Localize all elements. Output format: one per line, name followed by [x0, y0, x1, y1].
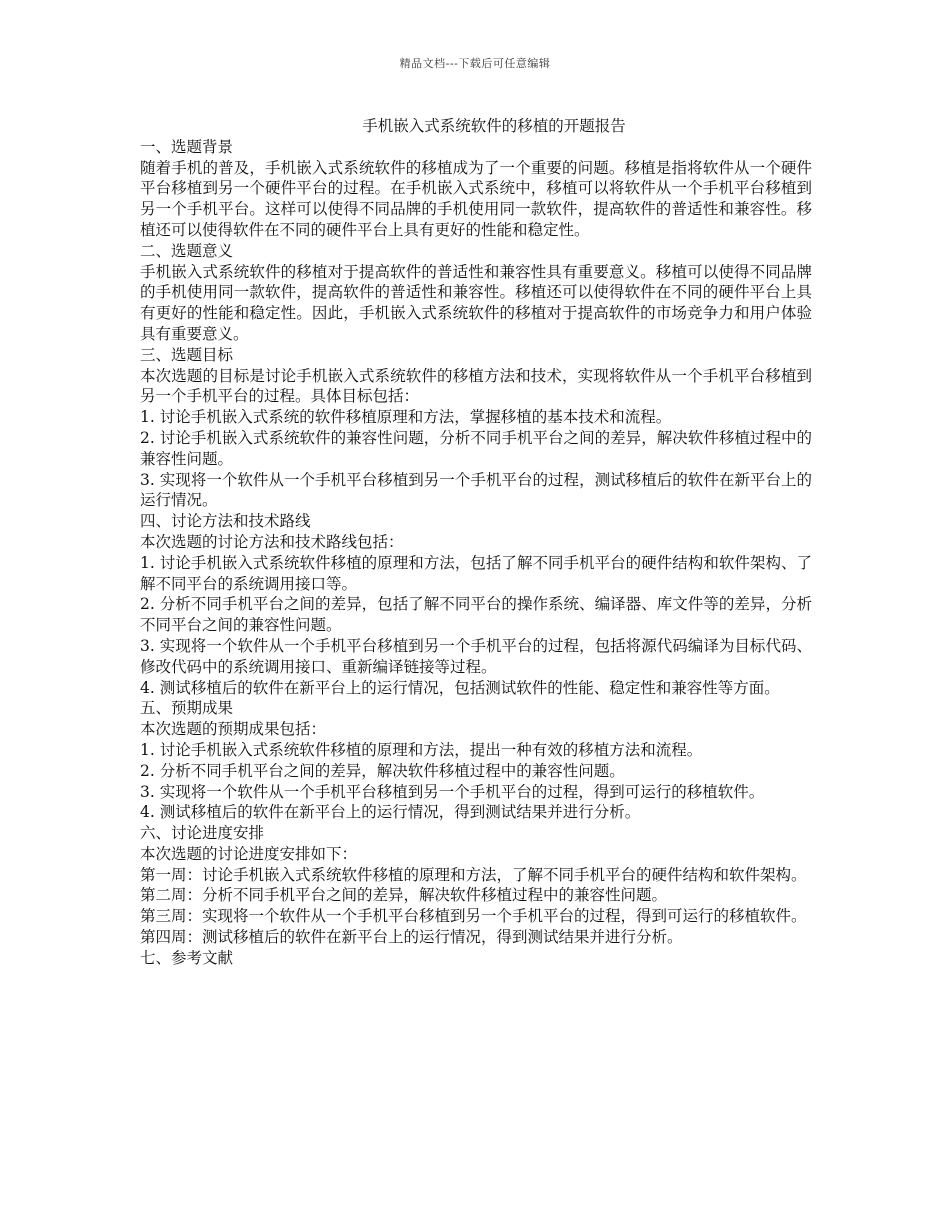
list-item: 1. 讨论手机嵌入式系统的软件移植原理和方法，掌握移植的基本技术和流程。 [140, 408, 672, 427]
list-item: 4. 测试移植后的软件在新平台上的运行情况，包括测试软件的性能、稳定性和兼容性等方面。 [140, 678, 780, 697]
list-item: 2. 讨论手机嵌入式系统软件的兼容性问题，分析不同手机平台之间的差异，解决软件移植过程中的兼容性问题。 [140, 428, 813, 468]
list-item: 3. 实现将一个软件从一个手机平台移植到另一个手机平台的过程，包括将源代码编译为目标代码、修改代码中的系统调用接口、重新编译链接等过程。 [140, 636, 813, 676]
paragraph: 本次选题的预期成果包括： [140, 720, 327, 739]
document-body [140, 116, 812, 969]
paragraph: 本次选题的讨论进度安排如下： [140, 844, 358, 863]
schedule-item: 第二周：分析不同手机平台之间的差异，解决软件移植过程中的兼容性问题。 [140, 886, 668, 905]
paragraph: 随着手机的普及，手机嵌入式系统软件的移植成为了一个重要的问题。移植是指将软件从一个硬件平台移植到另一个硬件平台的过程。在手机嵌入式系统中，移植可以将软件从一个手机平台移植到另一个手机平台。这样可以使得不同品牌的手机使用同一款软件，提高软件的普适性和兼容性。移植还可以使得软件在不同的硬件平台上具有更好的性能和稳定性。 [140, 158, 812, 239]
schedule-item: 第四周：测试移植后的软件在新平台上的运行情况，得到测试结果并进行分析。 [140, 928, 683, 947]
section-heading: 一、选题背景 [140, 137, 234, 156]
list-item: 1. 讨论手机嵌入式系统软件移植的原理和方法，提出一种有效的移植方法和流程。 [140, 740, 703, 759]
section-heading: 四、讨论方法和技术路线 [140, 512, 311, 531]
paragraph: 本次选题的目标是讨论手机嵌入式系统软件的移植方法和技术，实现将软件从一个手机平台移植到另一个手机平台的过程。具体目标包括： [140, 366, 812, 406]
section-heading: 三、选题目标 [140, 345, 234, 364]
header-note: 精品文档---下载后可任意编辑 [399, 57, 551, 70]
section-heading: 六、讨论进度安排 [140, 824, 265, 843]
section-heading: 五、预期成果 [140, 699, 234, 718]
list-item: 1. 讨论手机嵌入式系统软件移植的原理和方法，包括了解不同手机平台的硬件结构和软件架构、了解不同平台的系统调用接口等。 [140, 553, 813, 593]
list-item: 3. 实现将一个软件从一个手机平台移植到另一个手机平台的过程，测试移植后的软件在新平台上的运行情况。 [140, 470, 813, 510]
list-item: 4. 测试移植后的软件在新平台上的运行情况，得到测试结果并进行分析。 [140, 803, 641, 822]
section-heading: 二、选题意义 [140, 241, 234, 260]
section-heading: 七、参考文献 [140, 948, 234, 967]
list-item: 2. 分析不同手机平台之间的差异，解决软件移植过程中的兼容性问题。 [140, 761, 625, 780]
list-item: 2. 分析不同手机平台之间的差异，包括了解不同平台的操作系统、编译器、库文件等的差异，分析不同平台之间的兼容性问题。 [140, 595, 813, 635]
paragraph: 本次选题的讨论方法和技术路线包括： [140, 532, 404, 551]
document-title: 手机嵌入式系统软件的移植的开题报告 [362, 117, 626, 135]
list-item: 3. 实现将一个软件从一个手机平台移植到另一个手机平台的过程，得到可运行的移植软件。 [140, 782, 765, 801]
schedule-item: 第一周：讨论手机嵌入式系统软件移植的原理和方法，了解不同手机平台的硬件结构和软件架构。 [140, 865, 807, 884]
schedule-item: 第三周：实现将一个软件从一个手机平台移植到另一个手机平台的过程，得到可运行的移植软件。 [140, 907, 807, 926]
paragraph: 手机嵌入式系统软件的移植对于提高软件的普适性和兼容性具有重要意义。移植可以使得不同品牌的手机使用同一款软件，提高软件的普适性和兼容性。移植还可以使得软件在不同的硬件平台上具有更好的性能和稳定性。因此，手机嵌入式系统软件的移植对于提高软件的市场竞争力和用户体验具有重要意义。 [140, 262, 812, 343]
